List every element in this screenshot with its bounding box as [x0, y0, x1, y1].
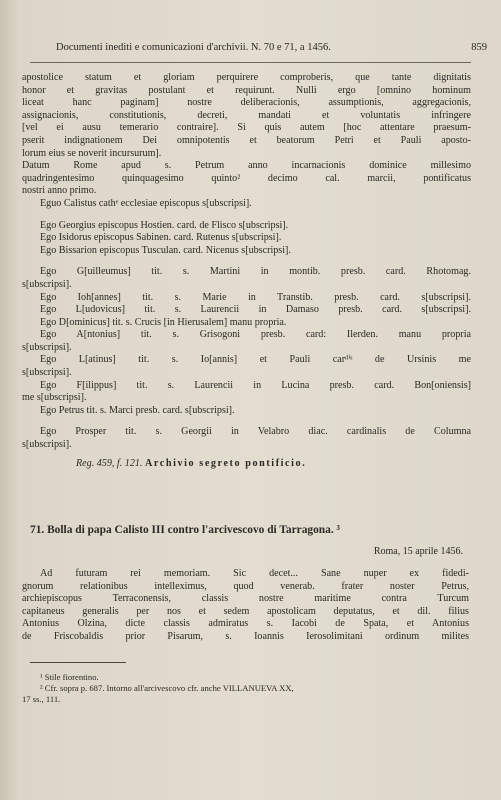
signature-line: Ego F[ilippus] tit. s. Laurencii in Lucina presb. card. Bon[oniensis] — [40, 379, 471, 391]
document-70-text — [22, 72, 471, 470]
footnotes — [22, 672, 469, 705]
archive-reference — [22, 458, 471, 471]
text-line: capitaneus generalis per nos et sedem apostolicam deputatus, et dil. filius — [22, 605, 469, 617]
deacon-signature — [22, 426, 471, 451]
bishop-signatures — [22, 220, 471, 258]
header-rule — [30, 62, 471, 63]
text-line: nostri anno primo. — [22, 185, 97, 197]
signature-line: s[ubscripsi]. — [22, 439, 72, 451]
signature-line: s[ubscripsi]. — [22, 367, 72, 379]
running-title: Documenti inediti e comunicazioni d'archivii. N. 70 e 71, a 1456. — [56, 42, 331, 53]
signature-line: s[ubscripsi]. — [22, 341, 72, 353]
signature-line: Ego D[ominicus] tit. s. Crucis [in Hierusalem] manu propria. — [40, 316, 287, 328]
footnote-rule — [30, 662, 126, 663]
signature-line: Ego L[atinus] tit. s. Io[annis] et Pauli carᵈⁱˢ de Ursinis me — [40, 354, 471, 366]
text-line: Datum Rome apud s. Petrum anno incarnacionis dominice millesimo — [22, 160, 471, 172]
running-header — [56, 42, 487, 60]
text-line: de Friscobaldis prior Pisarum, s. Ioannis Ierosolimitani ordinum milites — [22, 630, 469, 642]
text-line: assignacionis, constitutionis, decreti, mandati et voluntatis infringere — [22, 109, 471, 121]
signature-line: Ego Isidorus episcopus Sabinen. card. Rutenus s[ubscripsi]. — [40, 232, 282, 244]
page-number: 859 — [471, 42, 487, 53]
signature-line: Ego L[udovicus] tit. s. Laurencii in Damaso presb. card. s[ubscripsi]. — [40, 304, 471, 316]
section-title: 71. Bolla di papa Calisto III contro l'arcivescovo di Tarragona. ³ — [30, 524, 340, 536]
text-line: quadringentesimo quinquagesimo quinto² decimo cal. marcii, pontificatus — [22, 172, 471, 184]
footnote-continuation: 17 ss., 111. — [22, 694, 61, 704]
text-line: liceat hanc paginam] nostre deliberacionis, assumptionis, aggregacionis, — [22, 97, 471, 109]
bull-closing-clause — [22, 72, 471, 160]
text-line: lorum eius se noverit incursurum]. — [22, 147, 162, 159]
signature-line: Ego Petrus tit. s. Marci presb. card. s[ubscripsi]. — [40, 404, 235, 416]
document-71-text — [22, 568, 469, 644]
signature-line: Ego Georgius episcopus Hostien. card. de Flisco s[ubscripsi]. — [40, 219, 289, 231]
priest-signatures — [22, 266, 471, 417]
text-line: apostolice statum et gloriam perquirere comproberis, que tante dignitatis — [22, 72, 471, 83]
signature-line: Ego Ioh[annes] tit. s. Marie in Transtib. presb. card. s[ubscripsi]. — [40, 291, 471, 303]
signature-line: s[ubscripsi]. — [22, 278, 72, 290]
text-line: Antonius Olzina, dicte classis admiratus s. Iacobi de Spata, et Antonius — [22, 618, 469, 630]
footnote: ¹ Stile fiorentino. — [40, 672, 99, 682]
text-line: Ad futuram rei memoriam. Sic decet... Sane nuper ex fidedi- — [40, 568, 469, 579]
signature-line: me s[ubscripsi]. — [22, 392, 87, 404]
footnote: ² Cfr. sopra p. 687. Intorno all'arcivescovo cfr. anche VILLANUEVA XX, — [40, 683, 294, 693]
dateline: Roma, 15 aprile 1456. — [373, 546, 463, 557]
pope-signature: Eguo Calistus cathᵉ ecclesiae episcopus s[ubscripsi]. — [40, 197, 252, 209]
text-line: pserit indignationem Dei omnipotentis et beatorum Petri et Pauli aposto- — [22, 134, 471, 146]
text-line: [vel ei ausu temerario contraire]. Si quis autem [hoc attentare praesum- — [22, 122, 471, 134]
register-reference: Reg. 459, f. 121. — [76, 457, 143, 469]
text-line: archiepiscopus Terraconensis, classis nostre maritime contra Turcum — [22, 593, 469, 605]
signature-line: Ego Bissarion episcopus Tusculan. card. Nicenus s[ubscripsi]. — [40, 244, 291, 256]
signature-line: Ego A[ntonius] tit. s. Grisogoni presb. card: Ilerden. manu propria — [40, 329, 471, 341]
signature-line: Ego Prosper tit. s. Georgii in Velabro diac. cardinalis de Columna — [40, 426, 471, 438]
signature-line: Ego G[uilleumus] tit. s. Martini in montib. presb. card. Rhotomag. — [40, 266, 471, 278]
archive-name: Archivio segreto pontificio. — [144, 457, 307, 469]
text-line: gnorum relationibus intelleximus, quod venerab. frater noster Petrus, — [22, 580, 469, 592]
text-line: honor et gravitas postulant et requirunt. Nulli ergo [omnino hominum — [22, 84, 471, 96]
datum-clause — [22, 160, 471, 198]
